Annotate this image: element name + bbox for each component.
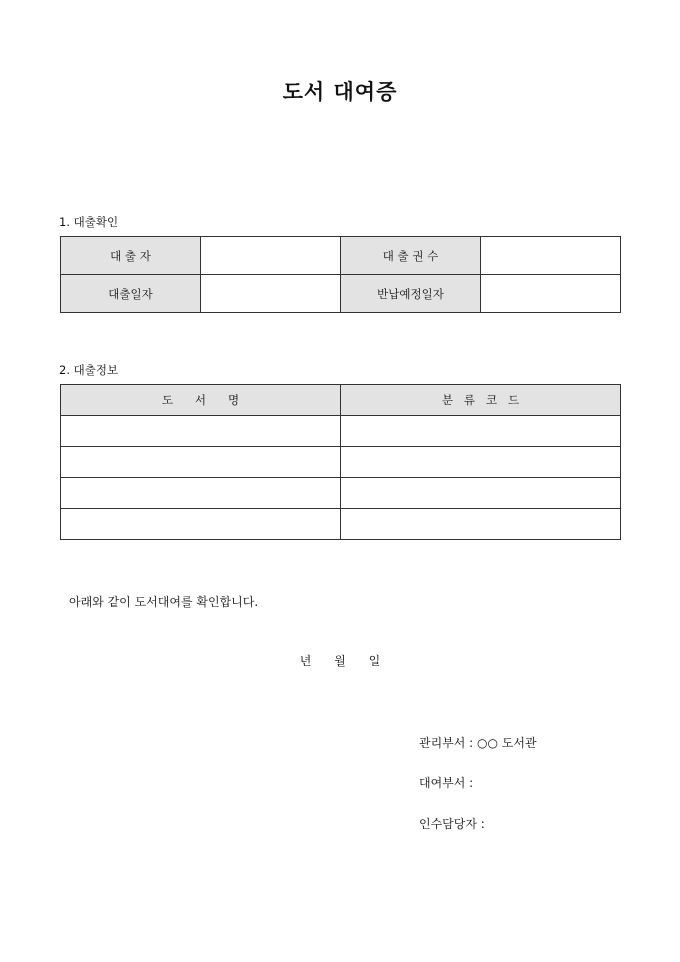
confirmation-text: 아래와 같이 도서대여를 확인합니다. — [69, 595, 259, 609]
book-name-header: 도 서 명 — [61, 385, 341, 416]
table-row — [61, 509, 621, 540]
section-2-label: 2. 대출정보 — [59, 363, 119, 377]
loan-date-label: 대출일자 — [61, 275, 201, 313]
loan-date-field[interactable] — [201, 275, 341, 313]
managing-dept: 관리부서 : ○○ 도서관 — [419, 736, 537, 750]
table-row — [61, 275, 621, 313]
category-code-cell[interactable] — [341, 416, 621, 447]
category-code-cell[interactable] — [341, 447, 621, 478]
table-row — [61, 237, 621, 275]
receiver: 인수담당자 : — [419, 817, 485, 831]
category-code-cell[interactable] — [341, 478, 621, 509]
table-row — [61, 416, 621, 447]
section-1-label: 1. 대출확인 — [59, 215, 119, 229]
borrower-field[interactable] — [201, 237, 341, 275]
lending-dept: 대여부서 : — [419, 776, 474, 790]
category-code-cell[interactable] — [341, 509, 621, 540]
table-row — [61, 447, 621, 478]
loan-confirm-table — [60, 236, 621, 313]
loan-info-table — [60, 384, 621, 540]
category-code-header: 분 류 코 드 — [341, 385, 621, 416]
page-title: 도서 대여증 — [282, 79, 398, 104]
return-date-label: 반납예정일자 — [341, 275, 481, 313]
return-date-field[interactable] — [481, 275, 621, 313]
table-row — [61, 478, 621, 509]
loan-count-field[interactable] — [481, 237, 621, 275]
book-name-cell[interactable] — [61, 478, 341, 509]
table-header-row — [61, 385, 621, 416]
book-name-cell[interactable] — [61, 447, 341, 478]
book-name-cell[interactable] — [61, 509, 341, 540]
loan-count-label: 대 출 권 수 — [341, 237, 481, 275]
date-line: 년 월 일 — [299, 654, 381, 668]
book-name-cell[interactable] — [61, 416, 341, 447]
borrower-label: 대 출 자 — [61, 237, 201, 275]
